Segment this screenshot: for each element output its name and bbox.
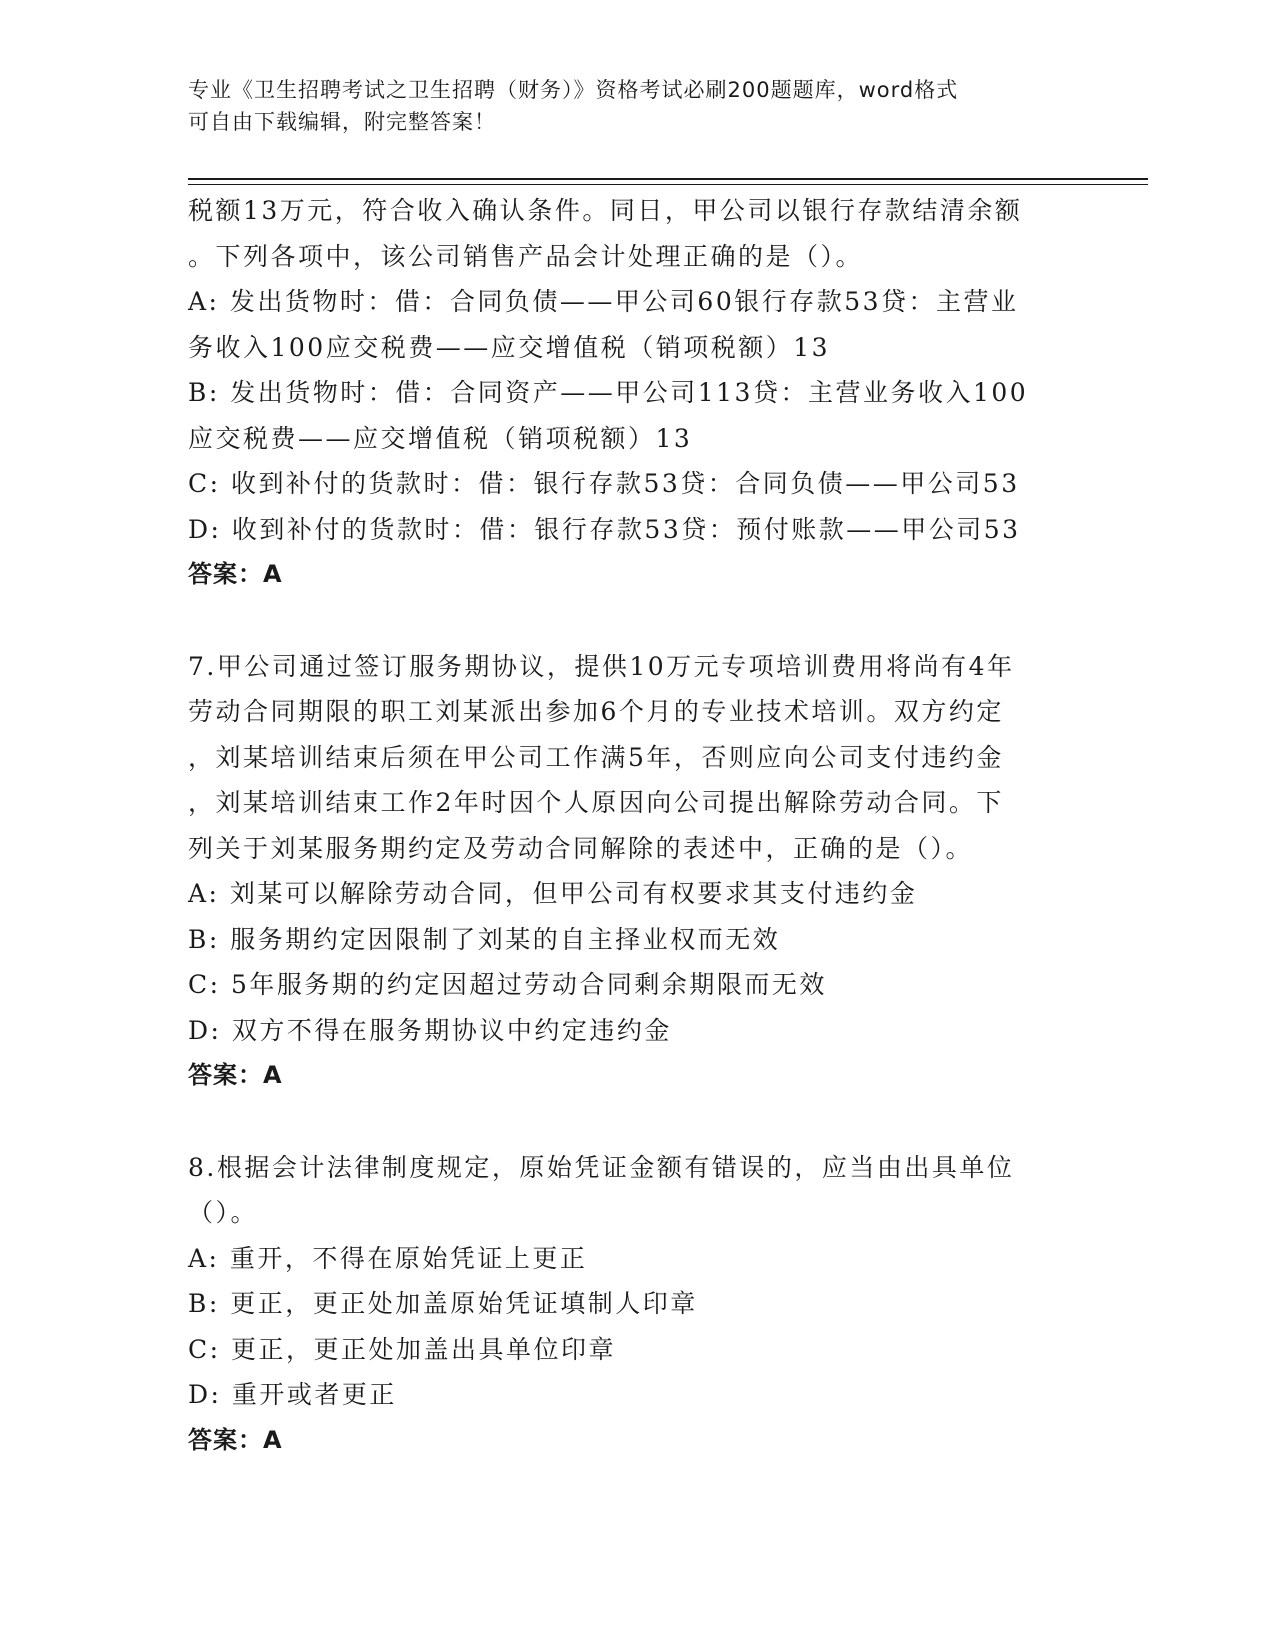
header-title-line-2: 可自由下载编辑，附完整答案！ [188,110,496,134]
question-8-stem-line-1: 8.根据会计法律制度规定，原始凭证金额有错误的，应当由出具单位 [188,1152,1015,1182]
question-6 [188,188,1088,598]
question-8 [188,1145,1088,1464]
question-spacer [188,1099,1088,1145]
header-divider-thin [188,184,1148,185]
question-8-stem-line-2: （）。 [188,1198,259,1227]
question-6-option-b-line-2: 应交税费——应交增值税（销项税额）13 [188,423,693,453]
question-6-stem-line-2: 。下列各项中，该公司销售产品会计处理正确的是（）。 [188,241,864,271]
question-8-option-c: C: 更正，更正处加盖出具单位印章 [188,1334,616,1364]
question-7-option-a: A: 刘某可以解除劳动合同，但甲公司有权要求其支付违约金 [188,879,918,908]
question-6-answer: 答案：A [188,560,283,588]
question-8-option-a: A: 重开，不得在原始凭证上更正 [188,1243,588,1273]
question-7-stem-line-2: 劳动合同期限的职工刘某派出参加6个月的专业技术培训。双方约定 [188,697,1004,726]
question-7-stem-line-5: 列关于刘某服务期约定及劳动合同解除的表述中，正确的是（）。 [188,833,974,863]
question-7-stem-line-3: ，刘某培训结束后须在甲公司工作满5年，否则应向公司支付违约金 [188,742,1004,772]
question-7-option-b: B: 服务期约定因限制了刘某的自主择业权而无效 [188,924,781,954]
page-header [188,74,1088,138]
document-body [188,188,1088,1463]
question-6-option-a-line-1: A: 发出货物时：借：合同负债——甲公司60银行存款53贷：主营业 [188,287,1019,316]
header-title-line-1: 专业《卫生招聘考试之卫生招聘（财务）》资格考试必刷200题题库，word格式 [188,78,959,102]
question-6-option-a-line-2: 务收入100应交税费——应交增值税（销项税额）13 [188,332,831,362]
question-6-stem-line-1: 税额13万元，符合收入确认条件。同日，甲公司以银行存款结清余额 [188,196,1023,225]
question-8-option-b: B: 更正，更正处加盖原始凭证填制人印章 [188,1289,698,1318]
question-8-option-d: D: 重开或者更正 [188,1380,397,1409]
question-8-answer: 答案：A [188,1425,283,1454]
question-6-option-b-line-1: B: 发出货物时：借：合同资产——甲公司113贷：主营业务收入100 [188,378,1029,407]
question-7 [188,644,1088,1099]
question-6-option-d: D: 收到补付的货款时：借：银行存款53贷：预付账款——甲公司53 [188,514,1021,544]
question-6-option-c: C: 收到补付的货款时：借：银行存款53贷：合同负债——甲公司53 [188,469,1020,498]
question-7-option-d: D: 双方不得在服务期协议中约定违约金 [188,1015,672,1045]
question-spacer [188,598,1088,644]
question-7-option-c: C: 5年服务期的约定因超过劳动合同剩余期限而无效 [188,970,827,999]
question-7-stem-line-4: ，刘某培训结束工作2年时因个人原因向公司提出解除劳动合同。下 [188,788,1004,817]
question-7-stem-line-1: 7.甲公司通过签订服务期协议，提供10万元专项培训费用将尚有4年 [188,651,1015,681]
question-7-answer: 答案：A [188,1061,283,1089]
header-divider-thick [188,178,1148,180]
